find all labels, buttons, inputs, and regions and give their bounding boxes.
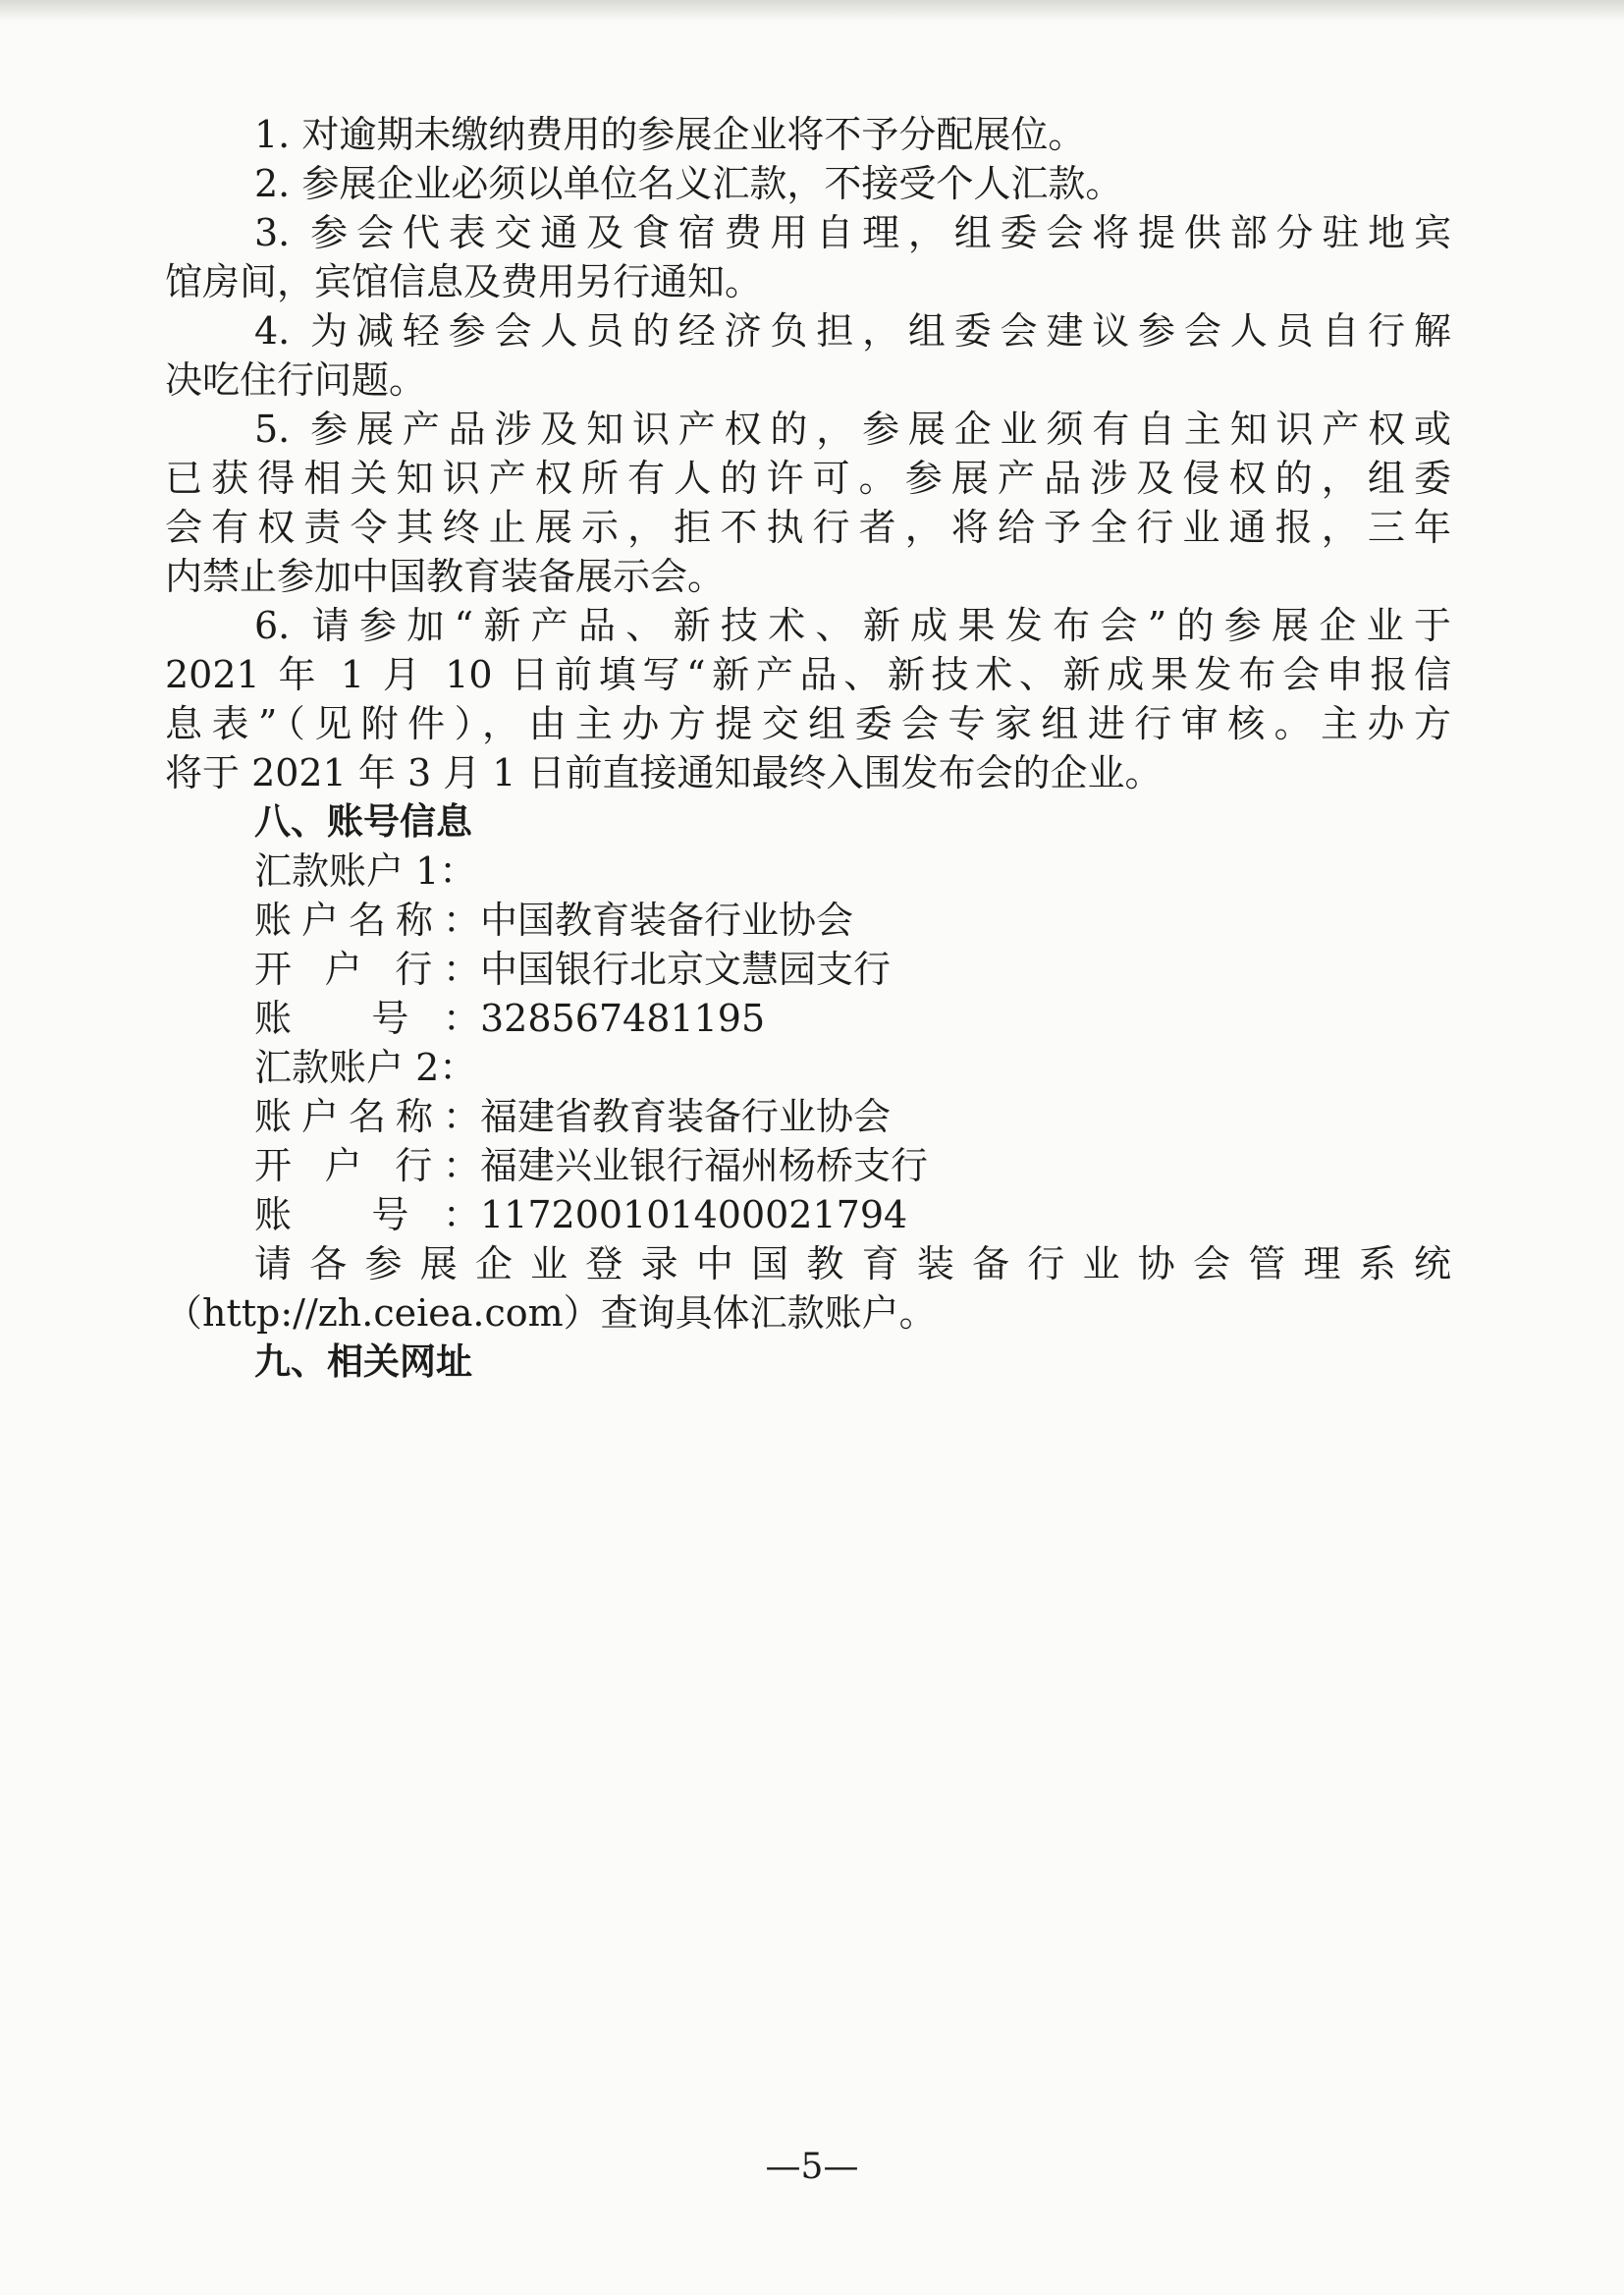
- item-3-line-1: 3. 参会代表交通及食宿费用自理，组委会将提供部分驻地宾: [254, 211, 1451, 254]
- account-2-bank-value: 福建兴业银行福州杨桥支行: [480, 1144, 929, 1187]
- item-5-line-2: 已获得相关知识产权所有人的许可。参展产品涉及侵权的，组委: [165, 457, 1451, 500]
- account-1-number-label: 账 号：: [254, 997, 480, 1040]
- account-2-number-label: 账 号：: [254, 1193, 480, 1236]
- account-1-number-row: [254, 994, 1451, 1043]
- item-4-line-1: 4. 为减轻参会人员的经济负担，组委会建议参会人员自行解: [254, 309, 1451, 353]
- account-2-number-row: [254, 1190, 1451, 1239]
- item-6-line-1: 6. 请参加“新产品、新技术、新成果发布会”的参展企业于: [254, 604, 1451, 647]
- section-heading-account-info: 八、账号信息: [254, 800, 472, 843]
- account-1-bank-label: 开 户 行：: [254, 948, 480, 991]
- account-2-title: 汇款账户 2：: [254, 1046, 477, 1089]
- item-6-line-2: 2021 年 1 月 10 日前填写“新产品、新技术、新成果发布会申报信: [165, 653, 1451, 696]
- account-2-bank-row: [254, 1141, 1451, 1190]
- account-note-line-1: 请各参展企业登录中国教育装备行业协会管理系统: [254, 1242, 1451, 1285]
- account-1-title: 汇款账户 1：: [254, 849, 477, 893]
- scan-edge: [0, 0, 1624, 22]
- account-2-bank-label: 开 户 行：: [254, 1144, 480, 1187]
- item-2: 2. 参展企业必须以单位名义汇款，不接受个人汇款。: [254, 162, 1123, 205]
- page-number: —5—: [765, 2147, 859, 2187]
- account-1-bank-value: 中国银行北京文慧园支行: [480, 948, 892, 991]
- section-heading-related-urls: 九、相关网址: [254, 1340, 472, 1383]
- account-1-name-label: 账户名称：: [254, 899, 480, 942]
- account-1-name-value: 中国教育装备行业协会: [480, 899, 854, 942]
- account-2-name-value: 福建省教育装备行业协会: [480, 1095, 892, 1138]
- item-6-line-4: 将于 2021 年 3 月 1 日前直接通知最终入围发布会的企业。: [165, 751, 1163, 794]
- account-2-name-row: [254, 1092, 1451, 1141]
- account-note-line-2: （http://zh.ceiea.com）查询具体汇款账户。: [165, 1291, 937, 1335]
- account-1-bank-row: [254, 945, 1451, 994]
- account-2-number-value: 117200101400021794: [480, 1193, 908, 1236]
- account-1-number-value: 328567481195: [480, 997, 766, 1040]
- account-1-name-row: [254, 896, 1451, 945]
- item-1: 1. 对逾期未缴纳费用的参展企业将不予分配展位。: [254, 113, 1086, 156]
- item-6-line-3: 息表”（见附件），由主办方提交组委会专家组进行审核。主办方: [165, 702, 1451, 745]
- item-4-line-2: 决吃住行问题。: [165, 358, 427, 402]
- account-2-name-label: 账户名称：: [254, 1095, 480, 1138]
- item-5-line-4: 内禁止参加中国教育装备展示会。: [165, 555, 726, 598]
- item-3-line-2: 馆房间，宾馆信息及费用另行通知。: [165, 260, 763, 303]
- item-5-line-3: 会有权责令其终止展示，拒不执行者，将给予全行业通报，三年: [165, 506, 1451, 549]
- item-5-line-1: 5. 参展产品涉及知识产权的，参展企业须有自主知识产权或: [254, 408, 1451, 451]
